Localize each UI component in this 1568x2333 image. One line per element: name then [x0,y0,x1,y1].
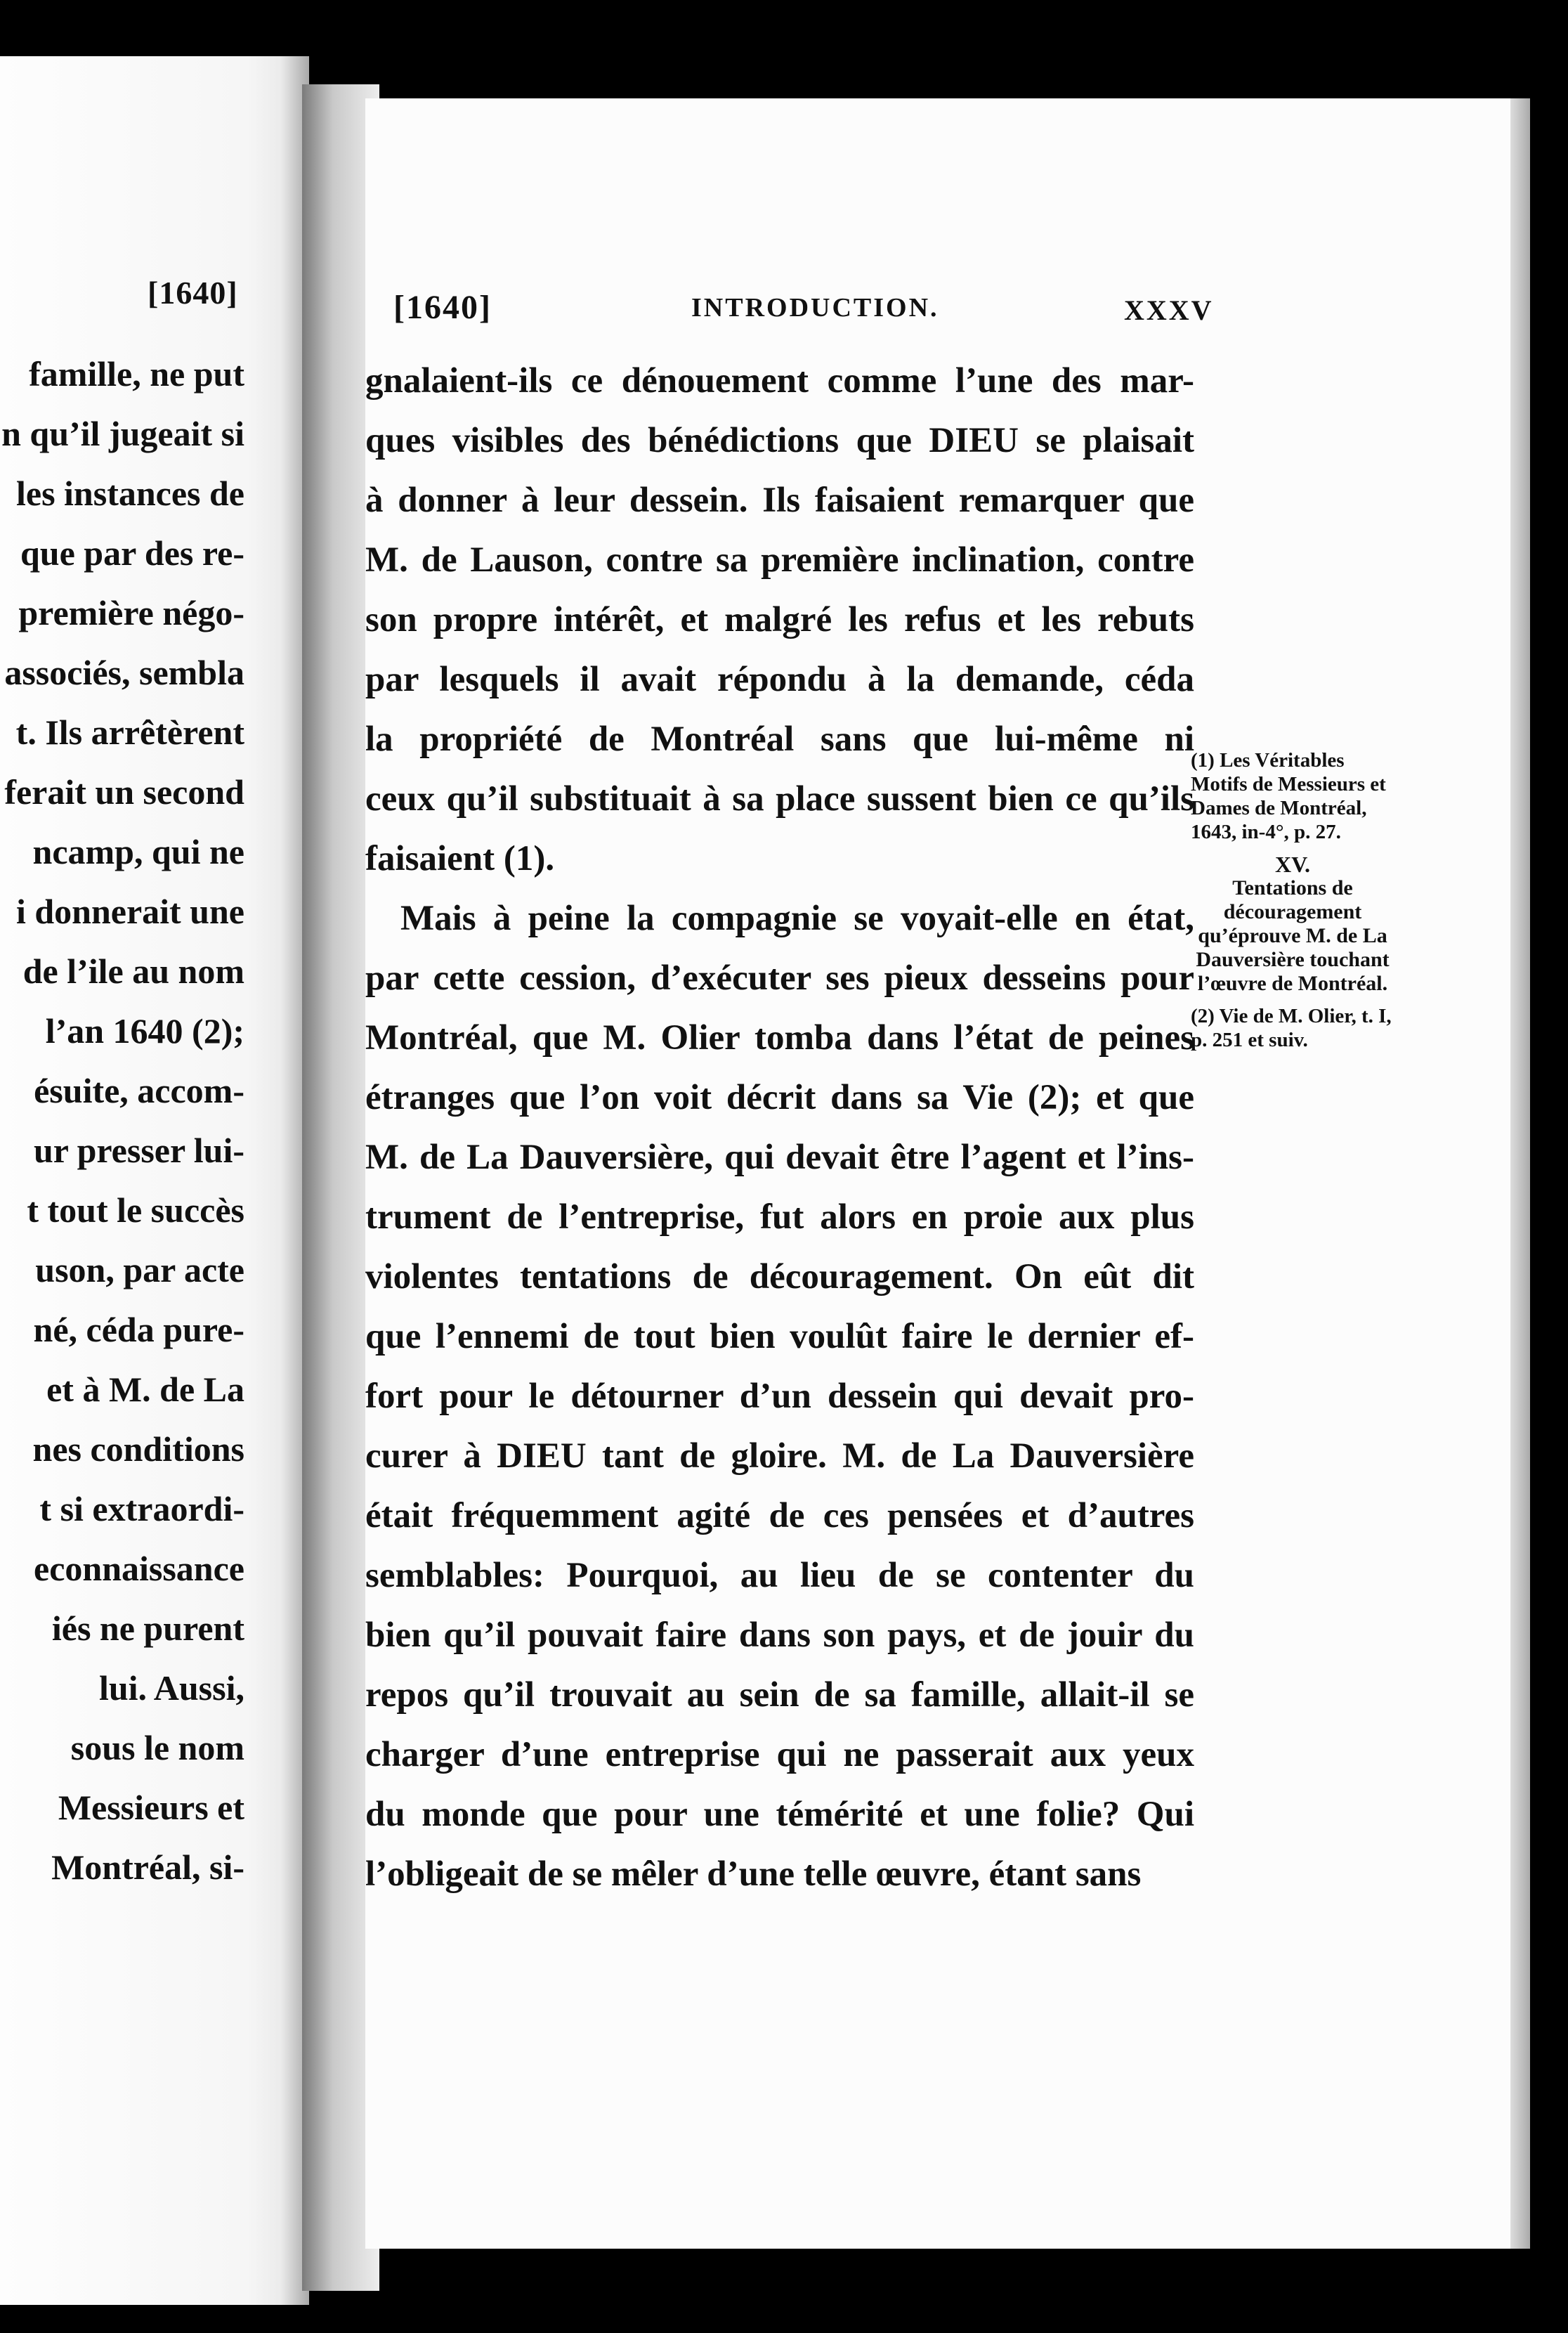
left-text-line: Montréal, si- [51,1847,244,1887]
body-text-line: violentes tentations de découragement. On eût dit [365,1257,1194,1297]
header-page-number: XXXV [1124,294,1214,326]
left-text-line: ferait un second [4,772,244,812]
left-text-line: lui. Aussi, [98,1668,244,1708]
left-text-line: l’an 1640 (2); [45,1011,244,1051]
left-text-line: première négo- [18,593,244,632]
page-header [379,288,1531,337]
body-text-line: l’obligeait de se mêler d’une telle œuvre, étant sans [365,1854,1142,1894]
body-text-line: à donner à leur dessein. Ils faisaient remarquer que [365,481,1194,520]
right-page [365,98,1524,2249]
body-text-line: trument de l’entreprise, fut alors en proie aux plus [365,1197,1194,1237]
left-text-line: t. Ils arrêtèrent [15,713,244,752]
body-text-line: était fréquemment agité de ces pensées et d’autres [365,1496,1194,1535]
body-text-line: gnalaient-ils ce dénouement comme l’une des mar- [365,361,1194,401]
body-text-line: par lesquels il avait répondu à la demande, céda [365,660,1194,699]
left-text-line: nes conditions [32,1429,244,1469]
left-text-line: associés, sembla [4,653,244,692]
footnote-2: (2) Vie de M. Olier, t. I, p. 251 et suiv. [1191,1005,1392,1051]
body-text-line: la propriété de Montréal sans que lui-même ni [365,720,1194,759]
left-text-line: t si extraordi- [39,1489,244,1528]
left-text-line: sous le nom [70,1728,244,1767]
left-text-line: ncamp, qui ne [32,832,244,871]
body-text-line: faisaient (1). [365,839,555,878]
left-text-line: et à M. de La [46,1370,244,1409]
margin-notes [1191,748,1394,1060]
left-text-line: de l’ile au nom [22,951,244,991]
body-text-line: Montréal, que M. Olier tomba dans l’état de peines [365,1018,1194,1058]
left-text-line: né, céda pure- [33,1310,244,1349]
left-text-line: ur presser lui- [33,1131,244,1170]
section-number: XV. [1274,852,1311,877]
left-text-line: famille, ne put [29,354,244,394]
body-text-line: M. de La Dauversière, qui devait être l’agent et l’ins- [365,1138,1194,1177]
body-text-line: bien qu’il pouvait faire dans son pays, et de jouir du [365,1616,1194,1655]
left-text-line: i donnerait une [15,892,244,931]
body-text-line: ceux qu’il substituait à sa place sussent bien ce qu’ils [365,779,1194,819]
footnote-1: (1) Les Véritables Motifs de Messieurs et Dames de Montréal, 1643, in-4°, p. 27. [1191,749,1386,843]
body-text-line: fort pour le détourner d’un dessein qui devait pro- [365,1377,1194,1416]
body-text-line: charger d’une entreprise qui ne passerait aux yeux [365,1735,1194,1774]
page-edge [1510,98,1530,2249]
body-text-line: repos qu’il trouvait au sein de sa famille, allait-il se [365,1675,1194,1715]
left-text-line: Messieurs et [58,1788,244,1827]
left-text-line: iés ne purent [51,1609,244,1648]
left-text-line: n qu’il jugeait si [1,414,244,453]
body-text [365,351,1194,1904]
header-year: [1640] [393,289,492,326]
body-text-line: que l’ennemi de tout bien voulût faire le dernier ef- [365,1317,1194,1356]
body-text-line: par cette cession, d’exécuter ses pieux desseins pour [365,958,1194,998]
left-page-header: [1640] [148,275,238,311]
left-text-line: ésuite, accom- [34,1071,244,1110]
body-text-line: semblables: Pourquoi, au lieu de se contenter du [365,1556,1194,1595]
body-text-line: du monde que pour une témérité et une folie? Qui [365,1795,1194,1834]
left-page [0,56,309,2305]
body-text-line: étranges que l’on voit décrit dans sa Vie (2); et que [365,1078,1194,1117]
left-text-line: econnaissance [34,1549,244,1588]
body-text-line: Mais à peine la compagnie se voyait-elle en état, [400,899,1194,938]
body-text-line: curer à DIEU tant de gloire. M. de La Dauversière [365,1436,1194,1476]
header-title: INTRODUCTION. [691,293,939,323]
left-text-line: que par des re- [20,533,244,573]
body-text-line: son propre intérêt, et malgré les refus et les rebuts [365,600,1194,639]
body-text-line: M. de Lauson, contre sa première inclination, contre [365,540,1194,580]
section-heading: Tentations de découragement qu’éprouve M. de La Dauversière touchant l’œuvre de Montréal. [1196,876,1390,995]
left-page-text [1,344,244,1897]
body-text-line: ques visibles des bénédictions que DIEU se plaisait [365,421,1194,460]
left-text-line: t tout le succès [27,1190,244,1230]
left-text-line: uson, par acte [35,1250,244,1289]
left-text-line: les instances de [16,474,244,513]
